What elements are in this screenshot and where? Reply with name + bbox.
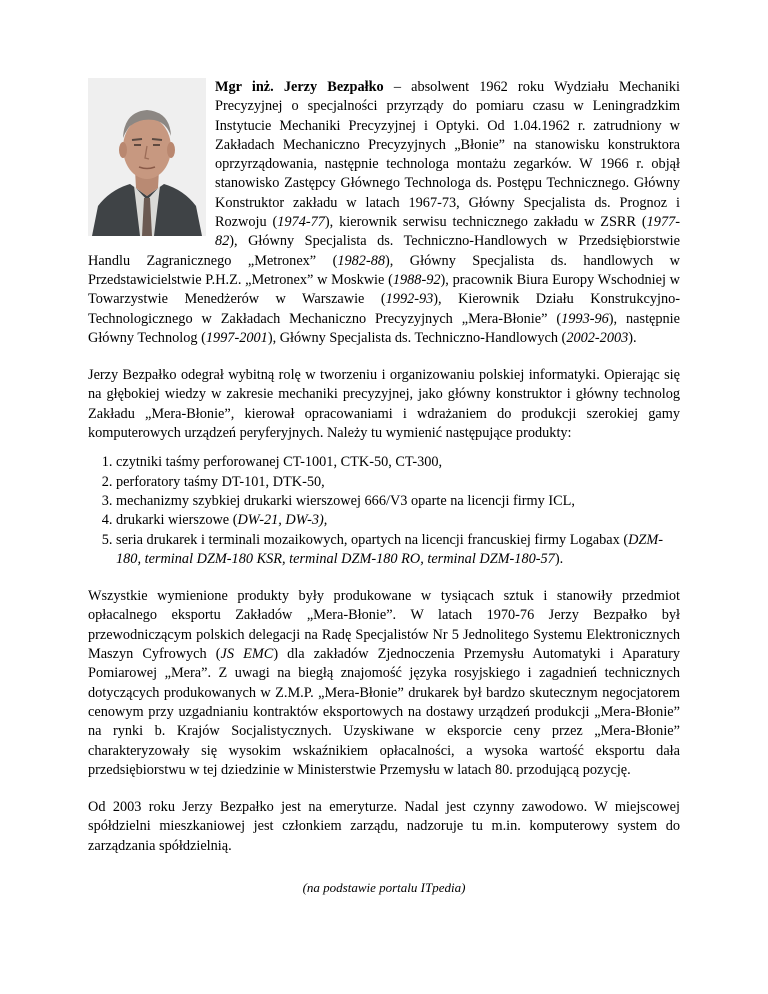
role-paragraph: Jerzy Bezpałko odegrał wybitną rolę w tworzeniu i organizowaniu polskiej informatyki. Opierając się na głębokiej wiedzy w zakresie mechaniki precyzyjnej, jako główny konstruktor i główny technolog Zakładu „Mera-Błonie”, kierował opracowaniami i wdrażaniem do produkcji szerokiej gamy komputerowych urządzeń peryferyjnych. Należy tu wymienić następujące produkty: (88, 367, 680, 442)
source-note: (na podstawie portalu ITpedia) (302, 879, 466, 895)
list-item (116, 511, 680, 530)
bio-years-7: 1997-2001 (205, 329, 268, 346)
product-list (88, 453, 680, 569)
person-name: Mgr inż. Jerzy Bezpałko (215, 79, 384, 95)
bio-years-1: 1974-77 (277, 214, 325, 231)
bio-text-d: ), Główny Specjalista ds. handlowych w Przedstawicielstwie P.H.Z. „Metronex” w Moskwie ( (88, 252, 680, 288)
bio-years-5: 1992-93 (385, 291, 434, 308)
bio-years-6: 1993-96 (561, 310, 609, 327)
list-item-models: DW-21, DW-3), (237, 512, 328, 529)
bio-text-b: ), kierownik serwisu technicznego zakładu w ZSRR ( (324, 214, 647, 231)
list-item: 1. czytniki taśmy perforowanej CT-1001, CTK-50, CT-300, (116, 453, 680, 472)
bio-years-8: 2002-2003 (566, 329, 629, 346)
list-item-models: DZM-180, terminal DZM-180 KSR, terminal DZM-180 RO, terminal DZM-180-57 (116, 531, 664, 567)
bio-text-c: ), Główny Specjalista ds. Techniczno-Handlowych w Przedsiębiorstwie Handlu Zagranicznego „Metronex” ( (88, 233, 680, 269)
retirement-paragraph: Od 2003 roku Jerzy Bezpałko jest na emeryturze. Nadal jest czynny zawodowo. W miejscowej spółdzielni mieszkaniowej jest członkiem zarządu, nadzoruje tu m.in. komputerowy system do zarządzania spółdzielnią. (88, 799, 680, 854)
bio-text-g: ), następnie Główny Technolog ( (88, 310, 680, 346)
bio-text-a: – absolwent 1962 roku Wydziału Mechaniki Precyzyjnej o specjalności przyrządy do pomiaru czasu w Leningradzkim Instytucie Mechaniki Precyzyjnej i Optyki. Od 1.04.1962 r. zatrudniony w Zakładach Mechaniczno Precyzyjnych „Błonie” na stanowisku konstruktora oprzyrządowania, następnie technologa montażu zegarków. W 1966 r. objął stanowisko Zastępcy Głównego Technologa ds. Postępu Technicznego. Główny Konstruktor zakładu w latach 1967-73, Główny Specjalista ds. Prognoz i Rozwoju ( (215, 79, 680, 231)
export-paragraph (88, 587, 680, 780)
list-item (116, 531, 680, 570)
bio-text-f: ), Kierownik Działu Konstrukcyjno-Technologicznego w Zakładach Mechaniczno Precyzyjnych „Mera-Błonie” ( (88, 291, 681, 327)
export-text-a: Wszystkie wymienione produkty były produkowane w tysiącach sztuk i stanowiły przedmiot opłacalnego eksportu Zakładów „Mera-Błonie”. W latach 1970-76 Jerzy Bezpałko był przewodniczącym polskich delegacji na Radę Specjalistów Nr 5 Jednolitego Systemu Elektronicznych Maszyn Cyfrowych ( (88, 588, 680, 663)
list-item: 3. mechanizmy szybkiej drukarki wierszowej 666/V3 oparte na licencji firmy ICL, (116, 492, 680, 511)
list-item: 2. perforatory taśmy DT-101, DTK-50, (116, 473, 680, 492)
portrait-photo (88, 78, 206, 236)
bio-years-3: 1982-88 (337, 252, 386, 269)
bio-text-i: ). (628, 329, 637, 346)
list-item-text: seria drukarek i terminali mozaikowych, opartych na licencji francuskiej firmy Logabax ( (116, 531, 629, 548)
bio-text-e: ), pracownik Biura Europy Wschodniej w Towarzystwie Menedżerów w Warszawie ( (88, 271, 680, 308)
document-body (88, 78, 680, 897)
export-text-b: ) dla zakładów Zjednoczenia Przemysłu Automatyki i Aparatury Pomiarowej „Mera”. Z uwagi na biegłą znajomość języka rosyjskiego i zagadnień technicznych dotyczących produkowanych w Z.M.P. „Mera-Błonie” drukarek był bardzo skutecznym negocjatorem cenowym przy uzgadnianiu kontraktów eksportowych na dostawy urządzeń produkcji „Mera-Błonie” na rynki b. Krajów Socjalistycznych. Uzyskiwane w eksporcie ceny przez „Mera-Błonie” charakteryzowały się wysokim wskaźnikiem opłacalności, a wysoka wartość eksportu dała przedsiębiorstwu w tej dziedzinie w Ministerstwie Przemysłu w latach 80. przodującą pozycję. (88, 646, 681, 778)
bio-years-2: 1977-82 (215, 214, 680, 250)
bio-text-h: ), Główny Specjalista ds. Techniczno-Handlowych ( (267, 329, 567, 346)
list-item-text: drukarki wierszowe ( (116, 512, 238, 529)
bio-years-4: 1988-92 (392, 271, 441, 288)
js-emc-abbr: JS EMC (220, 646, 274, 663)
list-item-text-end: ). (554, 550, 564, 567)
portrait-image (88, 78, 206, 236)
